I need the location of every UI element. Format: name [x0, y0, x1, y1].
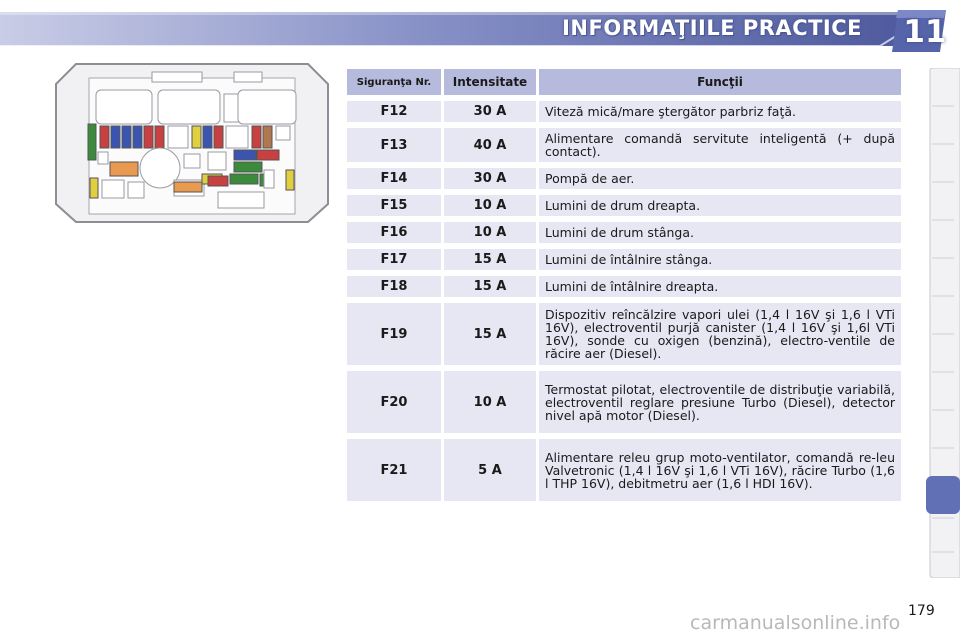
fuse-number: F18	[347, 276, 441, 297]
fuse-current: 10 A	[444, 195, 536, 216]
fusebox-diagram	[54, 62, 330, 224]
fuse-number: F12	[347, 101, 441, 122]
fuse-current: 10 A	[444, 371, 536, 433]
chapter-title: INFORMAŢIILE PRACTICE	[562, 16, 862, 40]
fuse-function: Lumini de drum stânga.	[539, 222, 901, 243]
col-header-current: Intensitate	[444, 69, 536, 95]
fuse-function: Viteză mică/mare ştergător parbriz faţă.	[539, 101, 901, 122]
table-row	[347, 303, 901, 365]
page-header	[0, 0, 960, 52]
chapter-number: 11	[903, 14, 947, 50]
fuse-function: Lumini de întâlnire dreapta.	[539, 276, 901, 297]
fuse-current: 5 A	[444, 439, 536, 501]
fuse-function: Termostat pilotat, electroventile de distribuţie variabilă, electroventil reglare presiune Turbo (Diesel), detector nivel apă motor (Diesel).	[539, 371, 901, 433]
page-number: 179	[908, 603, 935, 619]
col-header-function: Funcţii	[539, 69, 901, 95]
table-row	[347, 128, 901, 162]
table-row	[347, 222, 901, 243]
fuse-function: Alimentare releu grup moto-ventilator, comandă re-leu Valvetronic (1,4 l 16V şi 1,6 l VTi 16V), răcire Turbo (1,6 l THP 16V), debitmetru aer (1,6 l HDI 16V).	[539, 439, 901, 501]
chapter-tabs	[926, 68, 960, 578]
table-row	[347, 195, 901, 216]
table-row	[347, 168, 901, 189]
fuse-function: Lumini de drum dreapta.	[539, 195, 901, 216]
fuse-function: Alimentare comandă servitute inteligentă (+ după contact).	[539, 128, 901, 162]
fuse-current: 10 A	[444, 222, 536, 243]
active-chapter-tab	[926, 476, 960, 514]
fuse-number: F16	[347, 222, 441, 243]
fuse-current: 30 A	[444, 168, 536, 189]
fuse-number: F20	[347, 371, 441, 433]
table-row	[347, 101, 901, 122]
table-row	[347, 249, 901, 270]
fuse-current: 15 A	[444, 303, 536, 365]
table-row	[347, 439, 901, 501]
table-row	[347, 276, 901, 297]
fuse-number: F21	[347, 439, 441, 501]
fusebox-illustration	[54, 62, 330, 224]
fuse-number: F19	[347, 303, 441, 365]
watermark: carmanualsonline.info	[690, 612, 901, 634]
table-row	[347, 371, 901, 433]
col-header-fuse: Siguranţa Nr.	[347, 69, 441, 95]
fuse-function: Dispozitiv reîncălzire vapori ulei (1,4 l 16V şi 1,6 l VTi 16V), electroventil purjă canister (1,4 l 16V şi 1,6l VTi 16V), sonde cu oxigen (benzină), electro-ventile de răcire aer (Diesel).	[539, 303, 901, 365]
fuse-number: F14	[347, 168, 441, 189]
chapter-tabs-strip	[926, 68, 960, 578]
fuse-current: 15 A	[444, 276, 536, 297]
table-header-row	[347, 69, 901, 95]
fuse-current: 15 A	[444, 249, 536, 270]
fuse-function: Lumini de întâlnire stânga.	[539, 249, 901, 270]
fuse-function: Pompă de aer.	[539, 168, 901, 189]
fuse-current: 30 A	[444, 101, 536, 122]
fuse-number: F15	[347, 195, 441, 216]
fuse-table	[344, 63, 904, 507]
fuse-number: F17	[347, 249, 441, 270]
fuse-current: 40 A	[444, 128, 536, 162]
fuse-number: F13	[347, 128, 441, 162]
